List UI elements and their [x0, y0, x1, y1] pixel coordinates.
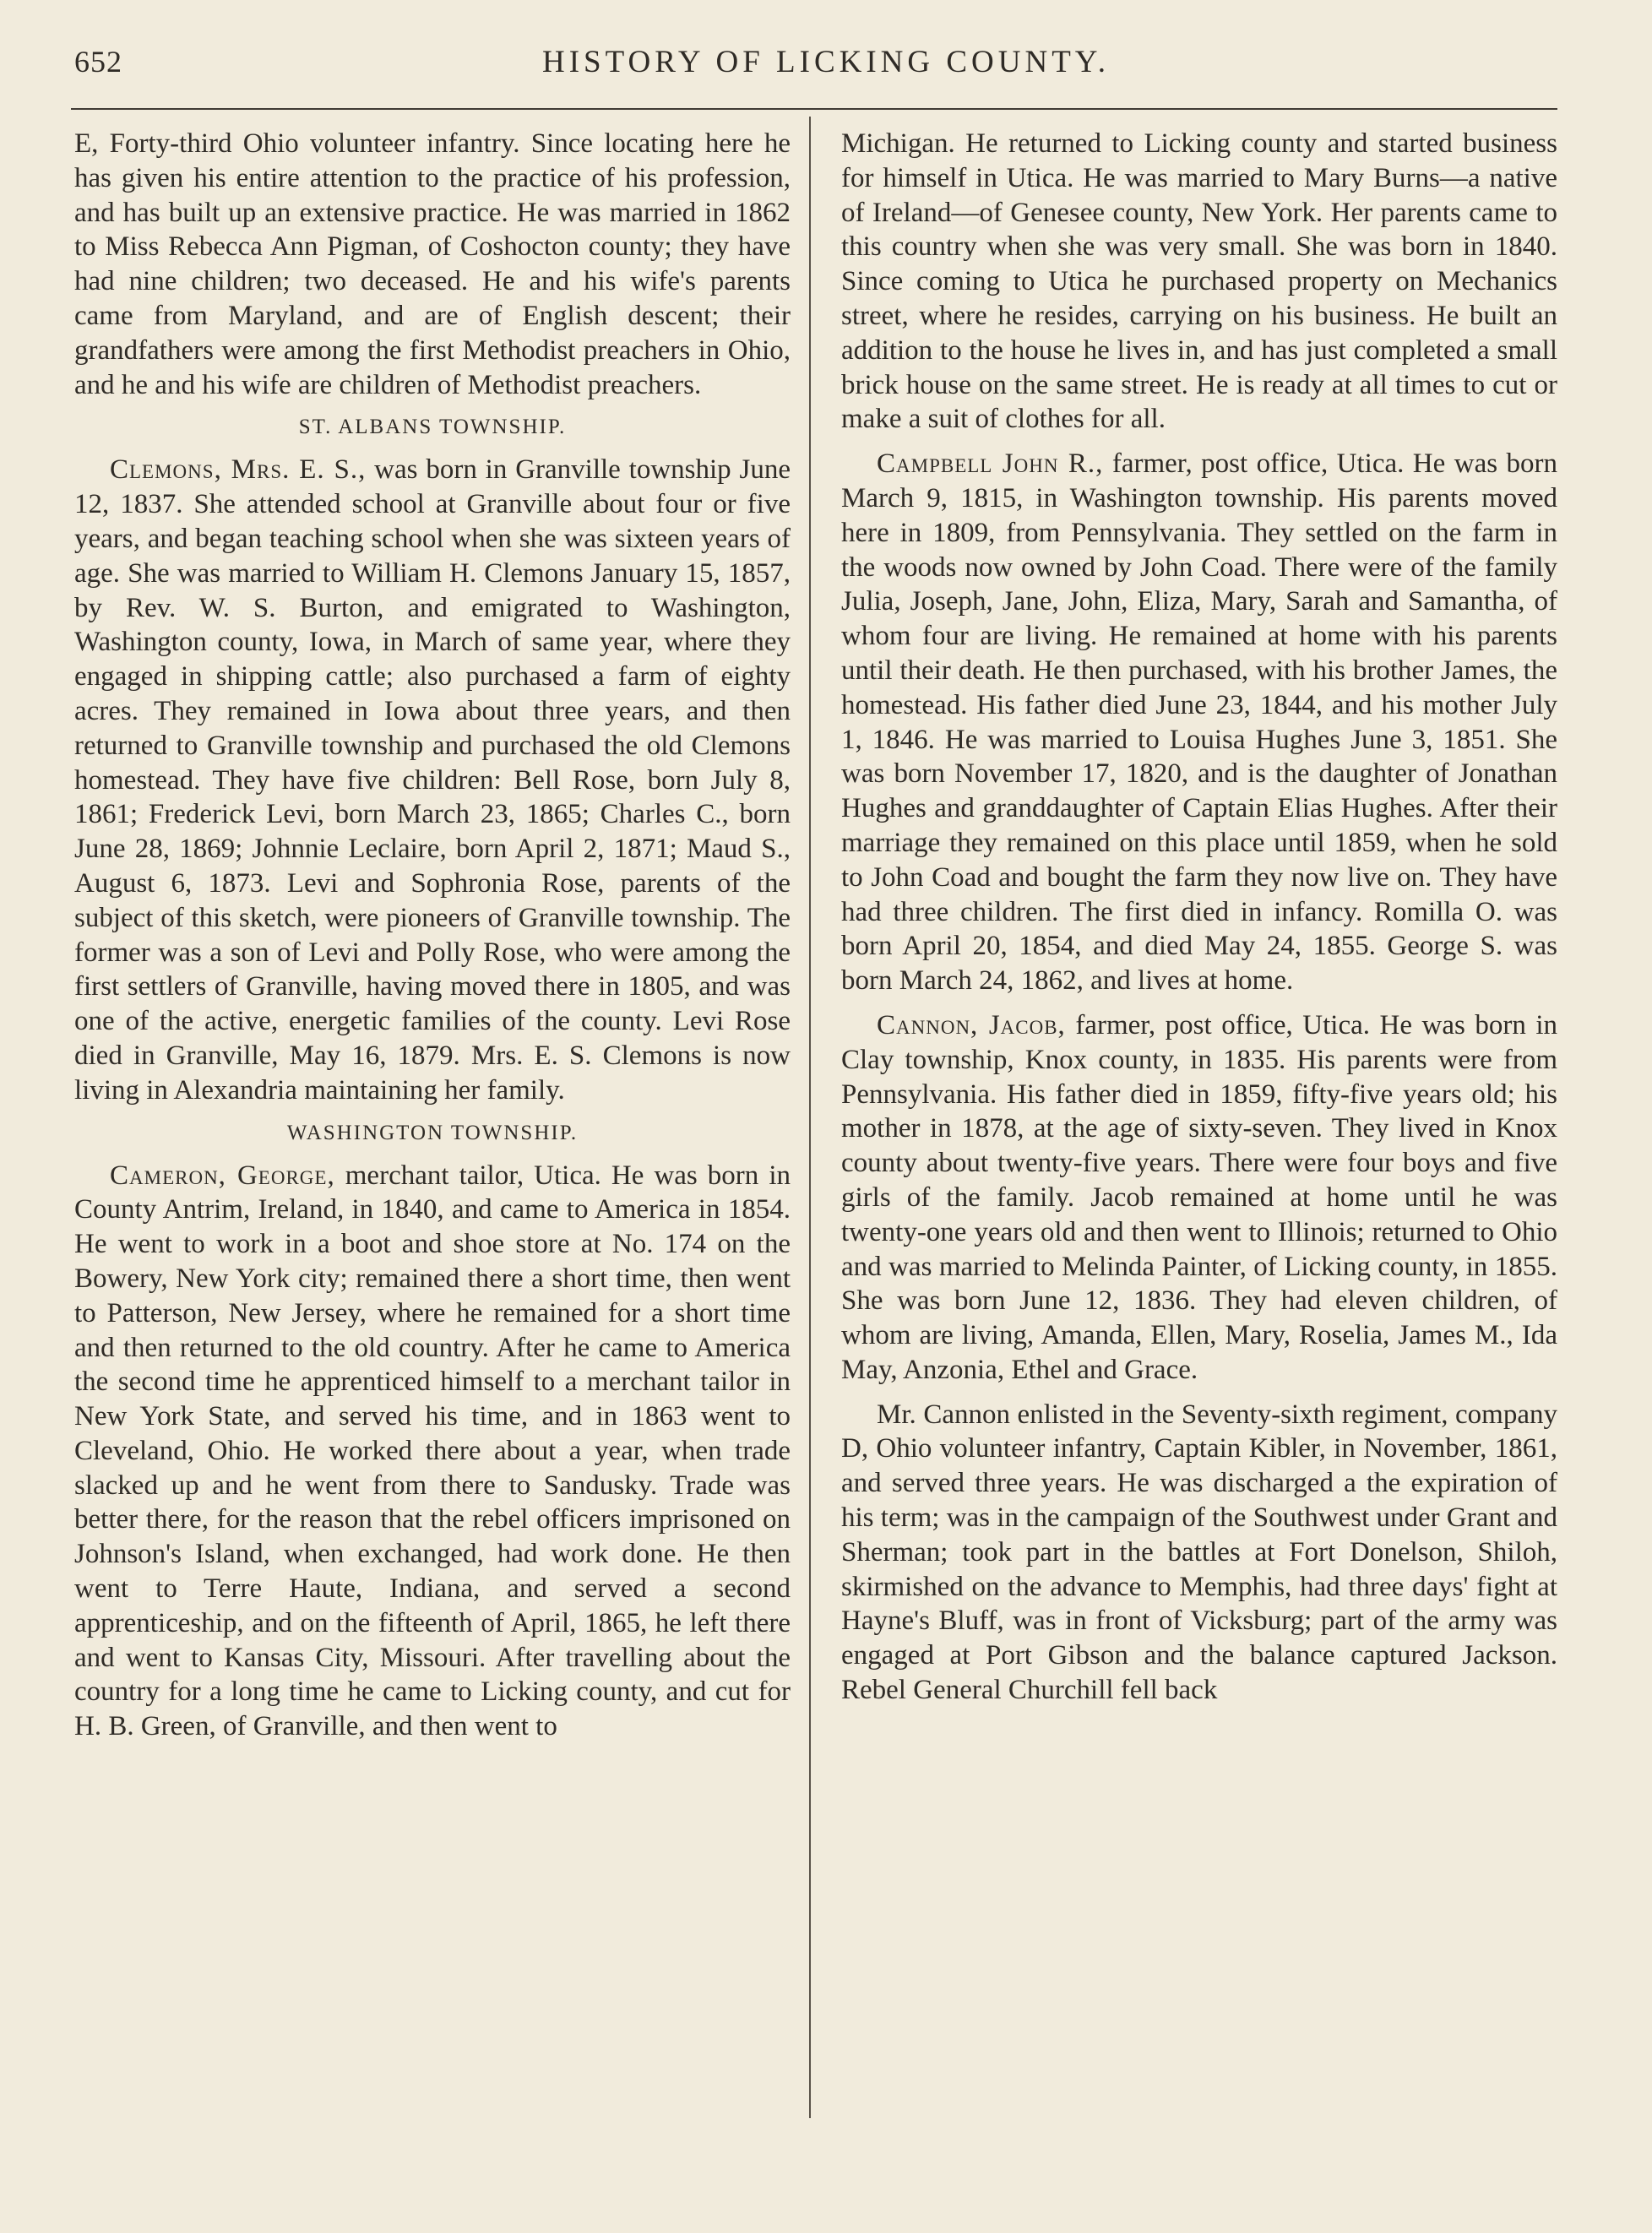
header-rule: [71, 108, 1557, 110]
section-heading-washington: WASHINGTON TOWNSHIP.: [286, 1121, 579, 1144]
page-number: 652: [74, 45, 122, 79]
entry-text-campbell: farmer, post office, Utica. He was born March 9, 1815, in Washington township. His parents moved here in 1809, from Pennsylvania. They settled on the farm in the woods now owned by John Coad. There were of the family Julia, Joseph, Jane, John, Eliza, Mary, Sarah and Samantha, of whom four are living. He remained at home with his parents until their death. He then purchased, with his brother James, the homestead. His father died June 23, 1844, and his mother July 1, 1846. He was married to Louisa Hughes June 3, 1851. She was born November 17, 1820, and is the daughter of Jonathan Hughes and granddaughter of Captain Elias Hughes. After their marriage they remained on this place until 1859, when he sold to John Coad and bought the farm they now live on. They have had three children. The first died in infancy. Romilla O. was born April 20, 1854, and died May 24, 1855. George S. was born March 24, 1862, and lives at home.: [841, 448, 1557, 997]
entry-text-cameron: merchant tailor, Utica. He was born in County Antrim, Ireland, in 1840, and came to America in 1854. He went to work in a boot and shoe store at No. 174 on the Bowery, New York city; remained there a short time, then went to Patterson, New Jersey, where he remained for a short time and then returned to the old country. After he came to America the second time he apprenticed himself to a merchant tailor in New York State, and served his time, and in 1863 went to Cleveland, Ohio. He worked there about a year, when trade slacked up and he went from there to Sandusky. Trade was better there, for the reason that the rebel officers imprisoned on Johnson's Island, when exchanged, had work done. He then went to Terre Haute, Indiana, and served a second apprenticeship, and on the fifteenth of April, 1865, he left there and went to Kansas City, Missouri. After travelling about the country for a long time he came to Licking county, and cut for H. B. Green, of Granville, and then went to: [74, 1160, 791, 1742]
entry-clemons: [74, 453, 791, 1107]
paragraph-continued-cameron: Michigan. He returned to Licking county and started business for himself in Utica. He was married to Mary Burns—a native of Ireland—of Genesee county, New York. Her parents came to this country when she was very small. She was born in 1840. Since coming to Utica he purchased property on Mechanics street, where he resides, carrying on his business. He built an addition to the house he lives in, and has just completed a small brick house on the same street. He is ready at all times to cut or make a suit of clothes for all.: [841, 128, 1557, 435]
left-column: [74, 127, 791, 1754]
entry-text-cannon: farmer, post office, Utica. He was born in Clay township, Knox county, in 1835. His parents were from Pennsylvania. His father died in 1859, fifty-five years old; his mother in 1878, at the age of sixty-seven. They lived in Knox county about twenty-five years. There were four boys and five girls of the family. Jacob remained at home until he was twenty-one years old and then went to Illinois; returned to Ohio and was married to Melinda Painter, of Licking county, in 1855. She was born June 12, 1836. They had eleven children, of whom are living, Amanda, Ellen, Mary, Roselia, James M., Ida May, Anzonia, Ethel and Grace.: [841, 1009, 1557, 1385]
entry-text-clemons: was born in Granville township June 12, 1837. She attended school at Granville about four or five years, and began teaching school when she was sixteen years of age. She was married to William H. Clemons January 15, 1857, by Rev. W. S. Burton, and emigrated to Washington, Washington county, Iowa, in March of same year, where they engaged in shipping cattle; also purchased a farm of eighty acres. They remained in Iowa about three years, and then returned to Granville township and purchased the old Clemons homestead. They have five children: Bell Rose, born July 8, 1861; Frederick Levi, born March 23, 1865; Charles C., born June 28, 1869; Johnnie Leclaire, born April 2, 1871; Maud S., August 6, 1873. Levi and Sophronia Rose, parents of the subject of this sketch, were pioneers of Granville township. The former was a son of Levi and Polly Rose, who were among the first settlers of Granville, having moved there in 1805, and was one of the active, energetic families of the county. Levi Rose died in Granville, May 16, 1879. Mrs. E. S. Clemons is now living in Alexandria maintaining her family.: [74, 454, 791, 1106]
entry-cameron: [74, 1159, 791, 1745]
section-heading-st-albans: ST. ALBANS TOWNSHIP.: [298, 416, 567, 439]
paragraph-cannon-military: Mr. Cannon enlisted in the Seventy-sixth regiment, company D, Ohio volunteer infantry, Captain Kibler, in November, 1861, and served three years. He was discharged a the expiration of his term; was in the campaign of the Southwest under Grant and Sherman; took part in the battles at Fort Donelson, Shiloh, skirmished on the advance to Memphis, had three days' fight at Hayne's Bluff, was in front of Vicksburg; part of the army was engaged at Port Gibson and the balance captured Jackson. Rebel General Churchill fell back: [841, 1399, 1557, 1706]
right-column: [841, 127, 1557, 1718]
page-header: [0, 44, 1652, 95]
paragraph-continued: E, Forty-third Ohio volunteer infantry. Since locating here he has given his entire attention to the practice of his profession, and has built up an extensive practice. He was married in 1862 to Miss Rebecca Ann Pigman, of Coshocton county; they have had nine children; two deceased. He and his wife's parents came from Maryland, and are of English descent; their grandfathers were among the first Methodist preachers in Ohio, and he and his wife are children of Methodist preachers.: [74, 128, 791, 400]
entry-name-cannon: Cannon, Jacob,: [877, 1009, 1066, 1040]
entry-name-campbell: Campbell John R.,: [877, 448, 1104, 480]
column-divider: [809, 117, 811, 2118]
entry-name-cameron: Cameron, George,: [110, 1160, 335, 1191]
entry-cannon: [841, 1008, 1557, 1388]
running-title: HISTORY OF LICKING COUNTY.: [541, 45, 1111, 79]
entry-campbell: [841, 447, 1557, 998]
entry-name-clemons: Clemons, Mrs. E. S.,: [110, 454, 367, 486]
